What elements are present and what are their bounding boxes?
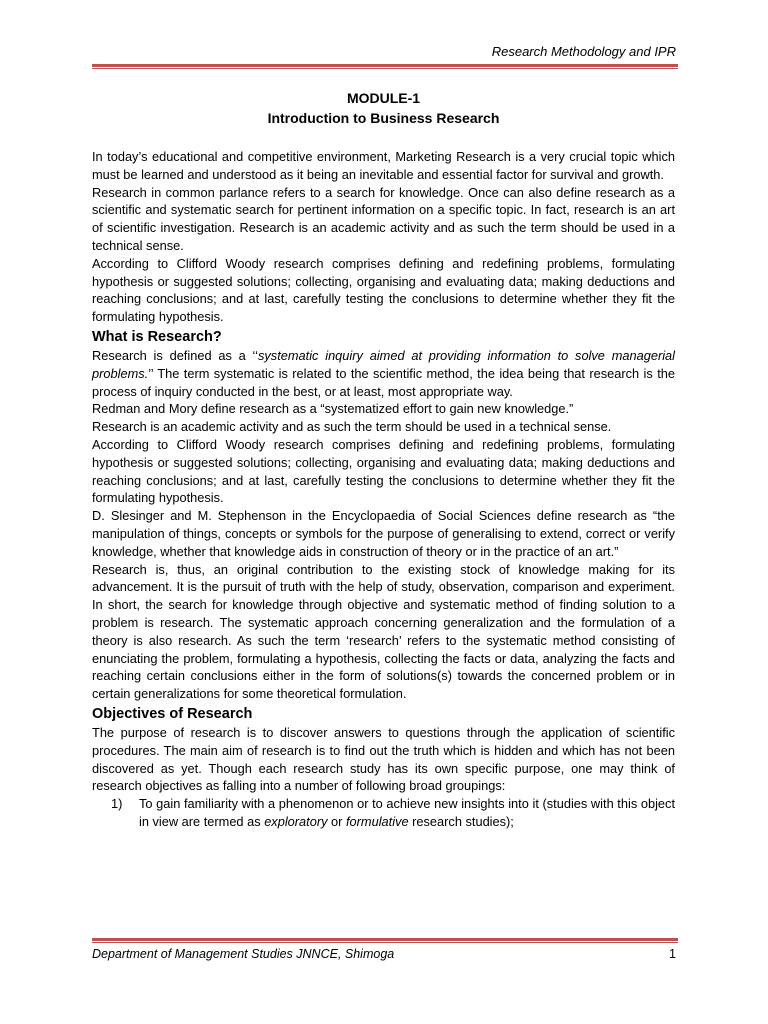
list-item-number: 1) — [111, 796, 123, 812]
intro-paragraph-2: Research in common parlance refers to a search for knowledge. Once can also define research as a scientific and systematic search for pertinent information on a specific topic. In fact, research is an art of scientific investigation. Research is an academic activity and as such the term should be used in a technical sense. — [92, 184, 675, 253]
module-subtitle: Introduction to Business Research — [267, 110, 500, 126]
what-is-paragraph-1: Redman and Mory define research as a “systematized effort to gain new knowledge.” — [92, 401, 574, 417]
module-title: MODULE-1 — [346, 90, 421, 106]
list-item-text: To gain familiarity with a phenomenon or to achieve new insights into it (studies with this object in view are termed as exploratory or formulative research studies); — [139, 796, 675, 829]
intro-paragraph-1: In today’s educational and competitive environment, Marketing Research is a very crucial topic which must be learned and understood as it being an inevitable and essential factor for survival and growth. — [92, 149, 675, 182]
research-definition: Research is defined as a ‘‘systematic inquiry aimed at providing information to solve managerial problems.’’ The term systematic is related to the scientific method, the idea being that research is the process of inquiry conducted in the best, or at least, most appropriate way. — [92, 347, 676, 399]
header-title: Research Methodology and IPR — [491, 44, 676, 59]
what-is-paragraph-5: Research is, thus, an original contribution to the existing stock of knowledge making for its advancement. It is the pursuit of truth with the help of study, observation, comparison and experiment. In short, the search for knowledge through objective and systematic method of finding solution to a problem is research. The systematic approach concerning generalization and the formulation of a theory is also research. As such the term ‘research’ refers to the systematic method consisting of enunciating the problem, formulating a hypothesis, collecting the facts or data, analyzing the facts and reaching certain conclusions either in the form of solutions(s) towards the concerned problem or in certain generalizations for some theoretical formulation. — [92, 561, 675, 702]
header-rule — [92, 64, 678, 69]
section-heading-what-is-research: What is Research? — [92, 328, 222, 345]
footer-department: Department of Management Studies JNNCE, Shimoga — [92, 947, 395, 961]
footer-rule — [92, 938, 678, 943]
page-body — [92, 88, 675, 831]
list-item — [92, 795, 675, 831]
intro-paragraph-3: According to Clifford Woody research comprises defining and redefining problems, formulating hypothesis or suggested solutions; collecting, organising and evaluating data; making deductions and reaching conclusions; and at last, carefully testing the conclusions to determine whether they fit the formulating hypothesis. — [92, 255, 675, 325]
page-number: 1 — [669, 947, 676, 961]
section-heading-objectives: Objectives of Research — [92, 705, 253, 722]
objectives-paragraph: The purpose of research is to discover answers to questions through the application of scientific procedures. The main aim of research is to find out the truth which is hidden and which has not been discovered as yet. Though each research study has its own specific purpose, one may think of research objectives as falling into a number of following broad groupings: — [92, 724, 675, 794]
what-is-paragraph-3: According to Clifford Woody research comprises defining and redefining problems, formulating hypothesis or suggested solutions; collecting, organising and evaluating data; making deductions and reaching conclusions; and at last, carefully testing the conclusions to determine whether they fit the formulating hypothesis. — [92, 436, 675, 506]
what-is-paragraph-2: Research is an academic activity and as such the term should be used in a technical sense. — [92, 419, 612, 435]
what-is-paragraph-4: D. Slesinger and M. Stephenson in the Encyclopaedia of Social Sciences define research as “the manipulation of things, concepts or symbols for the purpose of generalising to extend, correct or verify knowledge, whether that knowledge aids in construction of theory or in the practice of an art.” — [92, 508, 675, 559]
